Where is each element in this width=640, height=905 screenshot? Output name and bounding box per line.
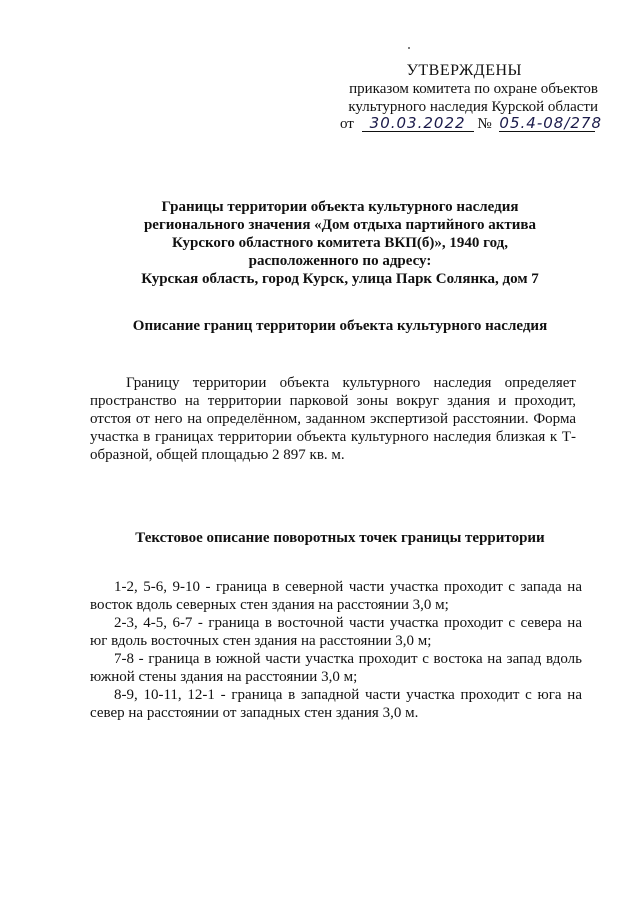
scan-speck bbox=[408, 47, 410, 49]
number-label: № bbox=[477, 116, 492, 132]
boundaries-paragraph-text: Границу территории объекта культурного наследия определяет пространство на территории парковой зоны вокруг здания и проходит, отстоя от него на определённом, заданном экспертизой расстоянии. Форма участка в границах территории объекта культурного наследия близкая к Т-образной, общей площадью 2 897 кв. м. bbox=[90, 375, 576, 463]
title-line: Курская область, город Курск, улица Парк Солянка, дом 7 bbox=[141, 271, 539, 287]
order-date-number-line bbox=[340, 114, 603, 133]
title-line: расположенного по адресу: bbox=[248, 253, 432, 269]
title-line: Границы территории объекта культурного наследия bbox=[161, 199, 519, 215]
boundaries-paragraph bbox=[90, 374, 576, 464]
title-line: Курского областного комитета ВКП(б)», 1940 год, bbox=[171, 235, 508, 251]
handwritten-number: 05.4-08/278 bbox=[499, 114, 603, 132]
handwritten-date: 30.03.2022 bbox=[362, 115, 474, 132]
approval-line-1: приказом комитета по охране объектов bbox=[349, 81, 598, 97]
section-heading-boundaries: Описание границ территории объекта культурного наследия bbox=[132, 318, 548, 334]
approval-line-2: культурного наследия Курской области bbox=[348, 99, 598, 115]
document-title bbox=[100, 198, 580, 288]
list-item: 7-8 - граница в южной части участка проходит с востока на запад вдоль южной стены здания на расстоянии 3,0 м; bbox=[90, 651, 582, 685]
approval-stamp-block bbox=[318, 62, 598, 116]
approval-title: УТВЕРЖДЕНЫ bbox=[406, 62, 522, 79]
from-label: от bbox=[340, 116, 354, 132]
list-item: 2-3, 4-5, 6-7 - граница в восточной части участка проходит с севера на юг вдоль восточных стен здания на расстоянии 3,0 м; bbox=[90, 615, 582, 649]
list-item: 1-2, 5-6, 9-10 - граница в северной части участка проходит с запада на восток вдоль северных стен здания на расстоянии 3,0 м; bbox=[90, 579, 582, 613]
list-item: 8-9, 10-11, 12-1 - граница в западной части участка проходит с юга на север на расстоянии от западных стен здания 3,0 м. bbox=[90, 687, 582, 721]
section-heading-turning-points: Текстовое описание поворотных точек границы территории bbox=[135, 530, 545, 546]
turning-points-list bbox=[90, 578, 582, 722]
title-line: регионального значения «Дом отдыха партийного актива bbox=[143, 217, 537, 233]
